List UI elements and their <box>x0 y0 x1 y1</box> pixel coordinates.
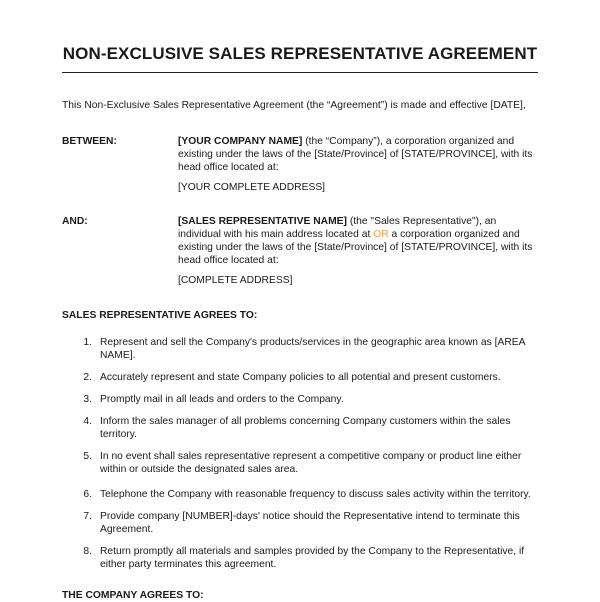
list-item-number: 4. <box>83 416 92 427</box>
list-item-number: 5. <box>83 451 92 462</box>
and-line-4: head office located at: <box>178 255 279 266</box>
list-item-text: Agreement. <box>100 524 154 535</box>
or-highlight: OR <box>373 229 389 240</box>
between-line-1 <box>178 135 514 148</box>
intro-paragraph: This Non-Exclusive Sales Representative Agreement (the “Agreement”) is made and effective [DATE], <box>62 100 526 111</box>
and-line-3: existing under the laws of the [State/Province] of [STATE/PROVINCE], with its <box>178 242 533 253</box>
list-item-text: Inform the sales manager of all problems concerning Company customers within the sales <box>100 416 511 427</box>
list-item-number: 3. <box>83 394 92 405</box>
document-title: NON-EXCLUSIVE SALES REPRESENTATIVE AGREEMENT <box>62 44 538 63</box>
company-address-placeholder: [YOUR COMPLETE ADDRESS] <box>178 182 326 193</box>
list-item-number: 2. <box>83 372 92 383</box>
company-section-heading: THE COMPANY AGREES TO: <box>62 590 204 601</box>
list-item-text: either party terminates this agreement. <box>100 559 277 570</box>
list-item-number: 7. <box>83 511 92 522</box>
between-line-1-rest: (the “Company”), a corporation organized and <box>302 136 515 147</box>
and-line-2 <box>178 228 520 241</box>
list-item-number: 8. <box>83 546 92 557</box>
rep-name-placeholder: [SALES REPRESENTATIVE NAME] <box>178 216 347 227</box>
rep-address-placeholder: [COMPLETE ADDRESS] <box>178 275 293 286</box>
list-item-text: Return promptly all materials and samples provided by the Company to the Representative, if <box>100 546 525 557</box>
between-line-3: head office located at: <box>178 162 279 173</box>
list-item-number: 6. <box>83 489 92 500</box>
list-item-text: Represent and sell the Company's products/services in the geographic area known as [AREA <box>100 337 526 348</box>
list-item-text: Accurately represent and state Company policies to all potential and present customers. <box>100 372 501 383</box>
company-name-placeholder: [YOUR COMPANY NAME] <box>178 136 303 147</box>
title-rule <box>62 72 538 73</box>
list-item-number: 1. <box>83 337 92 348</box>
and-line-1-rest: (the "Sales Representative"), an <box>346 216 497 227</box>
and-label: AND: <box>62 216 88 227</box>
list-item-text: NAME]. <box>100 350 136 361</box>
and-line-1 <box>178 215 496 228</box>
and-line-2-a: individual with his main address located at <box>178 229 374 240</box>
list-item-text: territory. <box>100 429 137 440</box>
between-label: BETWEEN: <box>62 136 117 147</box>
list-item-text: In no event shall sales representative represent a competitive company or product line either <box>100 451 522 462</box>
list-item-text: Provide company [NUMBER]-days' notice should the Representative intend to terminate this <box>100 511 520 522</box>
list-item-text: Promptly mail in all leads and orders to the Company. <box>100 394 344 405</box>
list-item-text: within or outside the designated sales area. <box>100 464 299 475</box>
list-item-text: Telephone the Company with reasonable frequency to discuss sales activity within the territory. <box>100 489 531 500</box>
between-line-2: existing under the laws of the [State/Province] of [STATE/PROVINCE], with its <box>178 149 533 160</box>
rep-section-heading: SALES REPRESENTATIVE AGREES TO: <box>62 310 258 321</box>
and-line-2-b: a corporation organized and <box>388 229 520 240</box>
